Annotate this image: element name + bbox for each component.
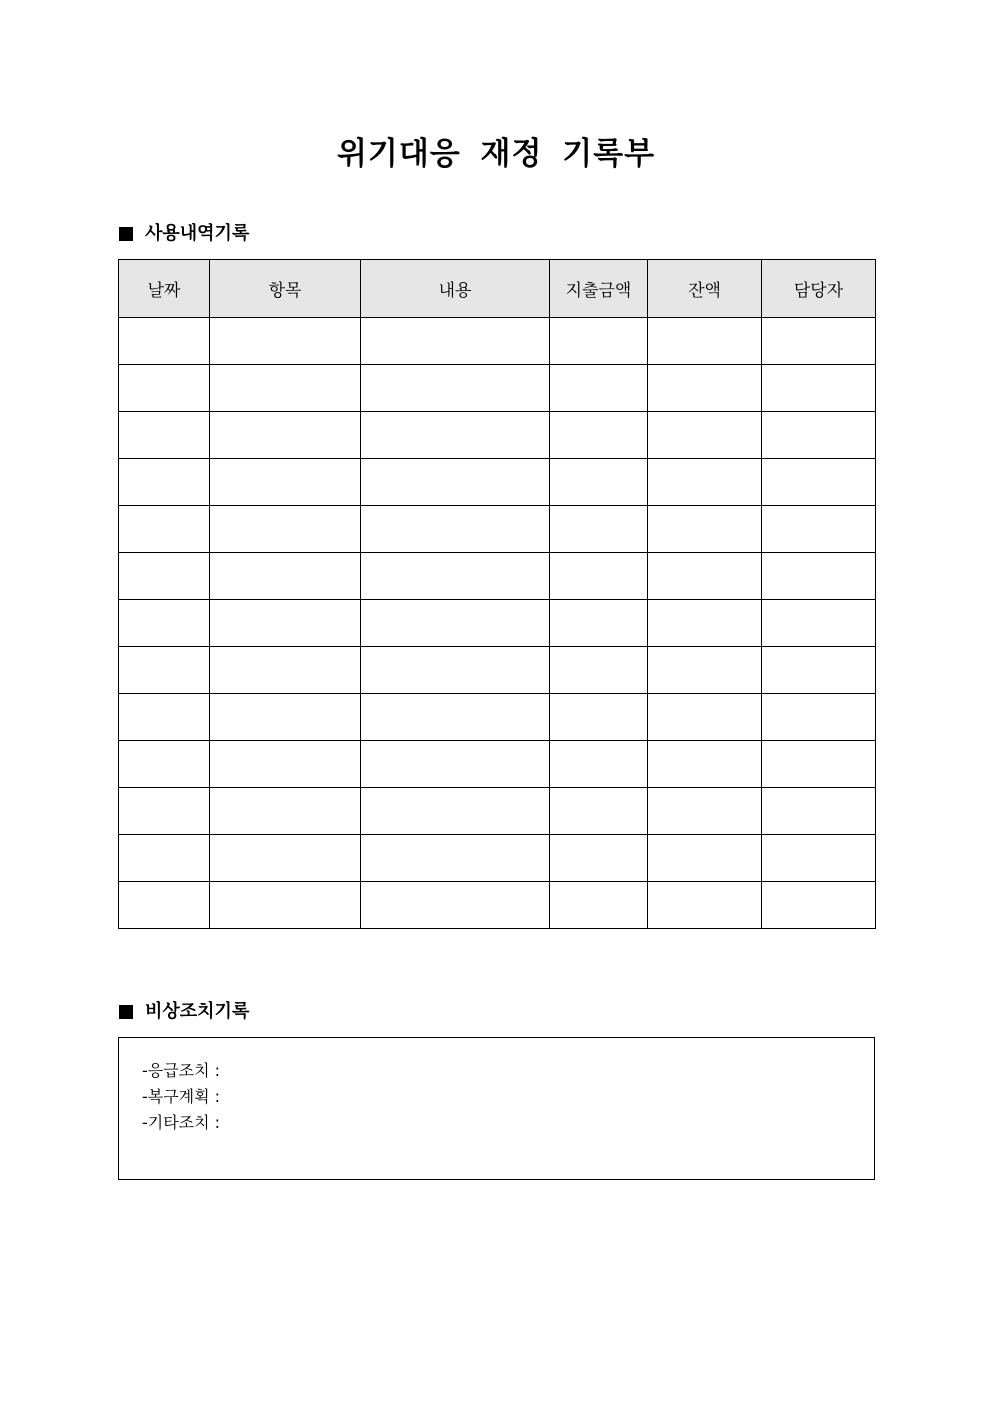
usage-section-heading <box>119 222 249 246</box>
emergency-record-box <box>118 1037 875 1180</box>
table-cell[interactable] <box>550 882 648 929</box>
table-cell[interactable] <box>361 459 550 506</box>
table-cell[interactable] <box>361 835 550 882</box>
square-bullet-icon <box>119 1005 133 1019</box>
table-cell[interactable] <box>648 412 762 459</box>
table-cell[interactable] <box>550 506 648 553</box>
table-cell[interactable] <box>550 788 648 835</box>
column-header-balance: 잔액 <box>648 260 762 318</box>
table-cell[interactable] <box>361 365 550 412</box>
emergency-line-other-measures: -기타조치 : <box>142 1113 221 1132</box>
table-cell[interactable] <box>550 741 648 788</box>
table-cell[interactable] <box>361 553 550 600</box>
table-cell[interactable] <box>648 694 762 741</box>
table-row <box>119 459 876 506</box>
table-cell[interactable] <box>210 694 361 741</box>
table-cell[interactable] <box>648 882 762 929</box>
table-cell[interactable] <box>550 553 648 600</box>
table-cell[interactable] <box>210 835 361 882</box>
table-cell[interactable] <box>210 459 361 506</box>
table-cell[interactable] <box>361 882 550 929</box>
table-cell[interactable] <box>550 318 648 365</box>
table-cell[interactable] <box>648 600 762 647</box>
table-cell[interactable] <box>762 788 876 835</box>
usage-record-table <box>118 259 876 929</box>
table-cell[interactable] <box>550 647 648 694</box>
table-cell[interactable] <box>762 459 876 506</box>
table-cell[interactable] <box>762 741 876 788</box>
table-cell[interactable] <box>648 741 762 788</box>
table-row <box>119 647 876 694</box>
table-cell[interactable] <box>361 318 550 365</box>
table-cell[interactable] <box>762 412 876 459</box>
table-cell[interactable] <box>648 788 762 835</box>
emergency-line-recovery-plan: -복구계획 : <box>142 1087 221 1106</box>
table-cell[interactable] <box>550 835 648 882</box>
table-cell[interactable] <box>210 553 361 600</box>
table-cell[interactable] <box>119 318 210 365</box>
table-cell[interactable] <box>361 741 550 788</box>
table-cell[interactable] <box>550 600 648 647</box>
table-cell[interactable] <box>210 788 361 835</box>
table-cell[interactable] <box>762 506 876 553</box>
table-cell[interactable] <box>648 318 762 365</box>
table-cell[interactable] <box>648 506 762 553</box>
table-cell[interactable] <box>550 412 648 459</box>
table-cell[interactable] <box>648 835 762 882</box>
usage-section-title: 사용내역기록 <box>145 223 250 244</box>
table-cell[interactable] <box>762 600 876 647</box>
table-cell[interactable] <box>210 506 361 553</box>
table-cell[interactable] <box>648 459 762 506</box>
table-cell[interactable] <box>648 553 762 600</box>
emergency-line-first-aid: -응급조치 : <box>142 1061 221 1080</box>
table-cell[interactable] <box>762 365 876 412</box>
table-cell[interactable] <box>210 882 361 929</box>
square-bullet-icon <box>119 227 133 241</box>
table-row <box>119 835 876 882</box>
table-row <box>119 741 876 788</box>
table-cell[interactable] <box>210 318 361 365</box>
table-cell[interactable] <box>762 647 876 694</box>
table-row <box>119 553 876 600</box>
table-cell[interactable] <box>119 553 210 600</box>
table-row <box>119 412 876 459</box>
table-row <box>119 882 876 929</box>
emergency-section-heading <box>119 1000 249 1024</box>
table-cell[interactable] <box>210 412 361 459</box>
table-cell[interactable] <box>119 459 210 506</box>
table-cell[interactable] <box>648 647 762 694</box>
table-cell[interactable] <box>550 365 648 412</box>
table-cell[interactable] <box>119 694 210 741</box>
column-header-expense: 지출금액 <box>550 260 648 318</box>
table-cell[interactable] <box>361 506 550 553</box>
column-header-content: 내용 <box>361 260 550 318</box>
table-cell[interactable] <box>119 835 210 882</box>
table-cell[interactable] <box>210 741 361 788</box>
table-row <box>119 365 876 412</box>
table-row <box>119 694 876 741</box>
table-cell[interactable] <box>550 694 648 741</box>
table-row <box>119 600 876 647</box>
table-cell[interactable] <box>648 365 762 412</box>
table-cell[interactable] <box>361 694 550 741</box>
table-cell[interactable] <box>361 412 550 459</box>
table-cell[interactable] <box>210 647 361 694</box>
table-cell[interactable] <box>762 694 876 741</box>
table-cell[interactable] <box>119 788 210 835</box>
table-cell[interactable] <box>550 459 648 506</box>
table-row <box>119 506 876 553</box>
table-cell[interactable] <box>762 882 876 929</box>
table-cell[interactable] <box>119 647 210 694</box>
column-header-date: 날짜 <box>119 260 210 318</box>
table-cell[interactable] <box>210 600 361 647</box>
usage-table-body <box>119 318 876 929</box>
table-row <box>119 318 876 365</box>
table-cell[interactable] <box>762 835 876 882</box>
table-cell[interactable] <box>361 647 550 694</box>
table-cell[interactable] <box>762 553 876 600</box>
table-cell[interactable] <box>119 506 210 553</box>
column-header-item: 항목 <box>210 260 361 318</box>
table-cell[interactable] <box>119 882 210 929</box>
emergency-section-title: 비상조치기록 <box>145 1001 250 1022</box>
table-cell[interactable] <box>762 318 876 365</box>
table-cell[interactable] <box>361 600 550 647</box>
table-cell[interactable] <box>119 412 210 459</box>
table-header-row <box>119 260 876 318</box>
column-header-manager: 담당자 <box>762 260 876 318</box>
table-cell[interactable] <box>361 788 550 835</box>
table-cell[interactable] <box>119 365 210 412</box>
table-cell[interactable] <box>119 600 210 647</box>
page-title: 위기대응 재정 기록부 <box>336 136 656 172</box>
table-cell[interactable] <box>210 365 361 412</box>
table-row <box>119 788 876 835</box>
table-cell[interactable] <box>119 741 210 788</box>
